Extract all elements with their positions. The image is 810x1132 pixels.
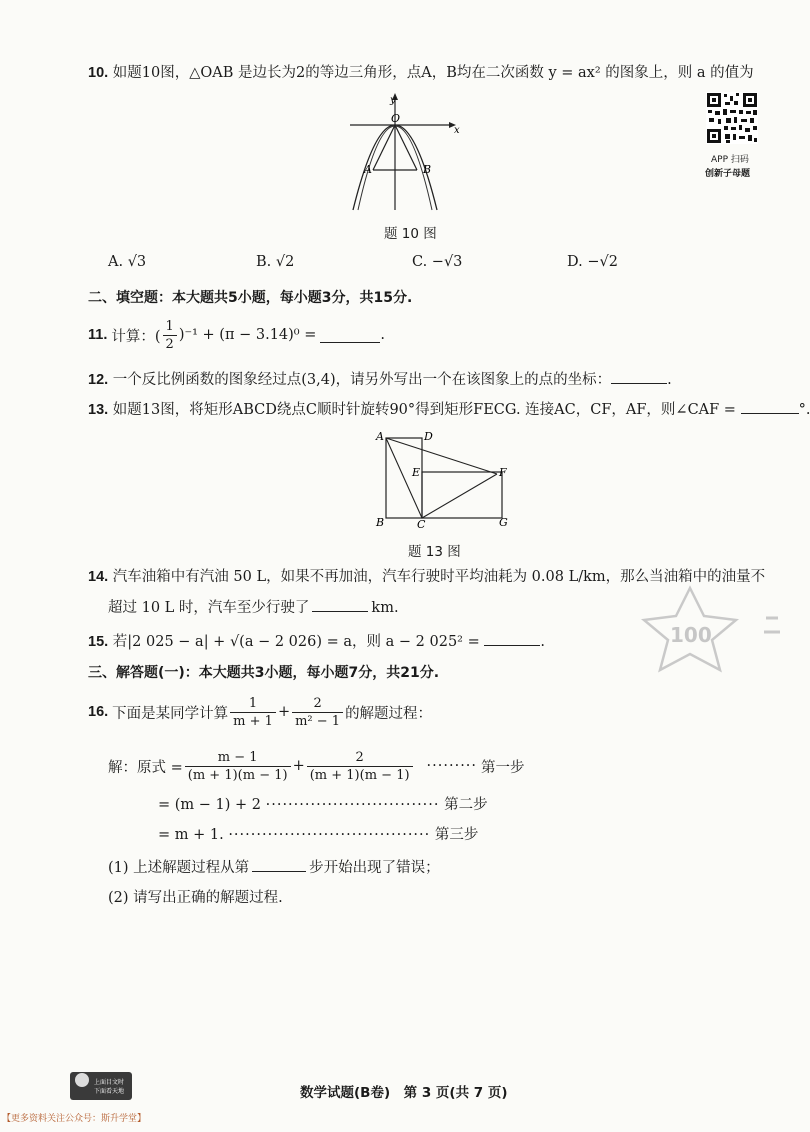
question-12 [88,368,672,389]
footer-note: 【更多资料关注公众号：斯升学堂】 [2,1114,147,1124]
question-unit: km. [371,600,399,616]
fraction-numerator: 1 [230,695,276,713]
answer-blank[interactable] [741,399,799,414]
fraction-denominator: m + 1 [233,713,273,729]
question-text: 如题10图，△OAB 是边长为2的等边三角形，点A，B均在二次函数 y = ax² 的图象上，则 a 的值为 [112,65,754,81]
question-number: 11. [88,327,108,343]
watermark-text: 100 [670,623,712,647]
part-1-text-a: (1) 上述解题过程从第 [108,860,250,876]
label-f: F [499,466,507,479]
qr-caption-line1: APP 扫码 [711,155,749,165]
label-c: C [417,518,426,531]
question-11 [88,318,385,352]
section-2-heading: 二、填空题：本大题共5小题，每小题3分，共15分. [88,290,413,306]
question-number: 12. [88,372,109,388]
label-a: A [376,430,384,443]
solution-line-1 [108,746,525,786]
question-14-line2 [108,596,399,617]
question-intro-end: 的解题过程： [345,705,433,722]
label-b: B [423,163,432,176]
solution-fraction-1 [185,749,291,784]
plus-sign: + [292,758,305,774]
label-o: O [391,112,401,125]
question-end: . [540,634,545,650]
label-y: y [390,95,396,106]
step-2-label: 第二步 [444,797,488,813]
fraction-denominator: m² − 1 [295,713,341,729]
answer-blank[interactable] [320,328,380,343]
fraction-half [163,318,177,353]
label-a: A [364,163,372,176]
fraction-1 [230,695,276,730]
question-line2: 超过 10 L 时，汽车至少行驶了 [108,600,310,616]
question-10 [88,61,754,82]
question-number: 14. [88,569,109,585]
solution-expression: = m + 1. [158,827,224,843]
solution-expression: = (m − 1) + 2 [158,797,262,813]
fraction-numerator: m − 1 [185,749,291,767]
question-number: 16. [88,704,109,720]
question-13 [88,398,810,419]
dot-leader: ···································· [228,827,431,843]
step-1-label: 第一步 [481,759,525,776]
label-b: B [376,516,385,529]
logo-line1: 上面目文时 [94,1079,125,1086]
fraction-denominator: 2 [165,336,174,352]
question-intro: 下面是某同学计算 [112,705,229,722]
question-end: °. [798,402,810,418]
label-x: x [454,125,460,136]
question-number: 15. [88,634,109,650]
question-prefix: 计算：( [111,328,161,345]
fraction-denominator: (m + 1)(m − 1) [309,767,410,783]
fraction-numerator: 2 [292,695,343,713]
answer-blank[interactable] [312,597,368,612]
step-3-label: 第三步 [434,827,479,843]
answer-blank[interactable] [252,857,306,872]
footer-page-info: 数学试题(B卷) 第 3 页(共 7 页) [300,1085,508,1101]
solution-label: 解：原式 = [108,759,183,776]
label-e: E [412,466,421,479]
part-2: (2) 请写出正确的解题过程. [108,890,283,906]
solution-line-3 [158,823,478,844]
solution-fraction-2 [307,749,413,784]
figure-13-rectangles [372,428,512,530]
answer-blank[interactable] [484,631,540,646]
qr-code-icon [706,92,758,144]
question-16 [88,692,432,732]
label-d: D [424,430,433,443]
qr-caption-line2: 创新子母题 [705,169,751,179]
dot-leader: ······························· [265,797,440,813]
section-3-heading: 三、解答题(一)：本大题共3小题，每小题7分，共21分. [88,665,440,681]
option-a: A. √3 [108,254,147,270]
question-text: 若|2 025 − a| + √(a − 2 026) = a，则 a − 2 025² = [112,634,480,650]
option-d: D. −√2 [567,254,618,270]
solution-line-2 [158,793,488,814]
part-1 [108,856,440,877]
footer-logo-icon [70,1068,132,1102]
figure-10-caption: 题 10 图 [384,226,437,242]
figure-10-parabola [340,92,470,217]
question-number: 10. [88,65,109,81]
question-line1: 汽车油箱中有汽油 50 L，如果不再加油，汽车行驶时平均油耗为 0.08 L/km，那么当油箱中的油量不 [112,569,766,585]
fraction-numerator: 1 [163,318,177,336]
watermark-star-icon [628,582,798,672]
fraction-numerator: 2 [307,749,413,767]
fraction-denominator: (m + 1)(m − 1) [187,767,288,783]
option-b: B. √2 [256,254,295,270]
question-text: 如题13图，将矩形ABCD绕点C顺时针旋转90°得到矩形FECG. 连接AC，CF，AF，则∠CAF = [112,402,736,418]
plus-sign: + [277,704,291,720]
fraction-2 [292,695,343,730]
part-1-text-b: 步开始出现了错误； [309,860,440,876]
option-c: C. −√3 [412,254,463,270]
dot-leader: ········· [426,758,478,774]
answer-blank[interactable] [611,369,667,384]
question-15 [88,630,545,651]
label-g: G [499,516,508,529]
question-number: 13. [88,402,109,418]
question-rest: )⁻¹ + (π − 3.14)⁰ = [178,327,317,343]
logo-line2: 下面看天地 [94,1088,125,1095]
figure-13-caption: 题 13 图 [408,544,461,560]
question-end: . [380,327,385,343]
question-end: . [667,372,672,388]
question-text: 一个反比例函数的图象经过点(3,4)，请另外写出一个在该图象上的点的坐标： [112,372,612,388]
